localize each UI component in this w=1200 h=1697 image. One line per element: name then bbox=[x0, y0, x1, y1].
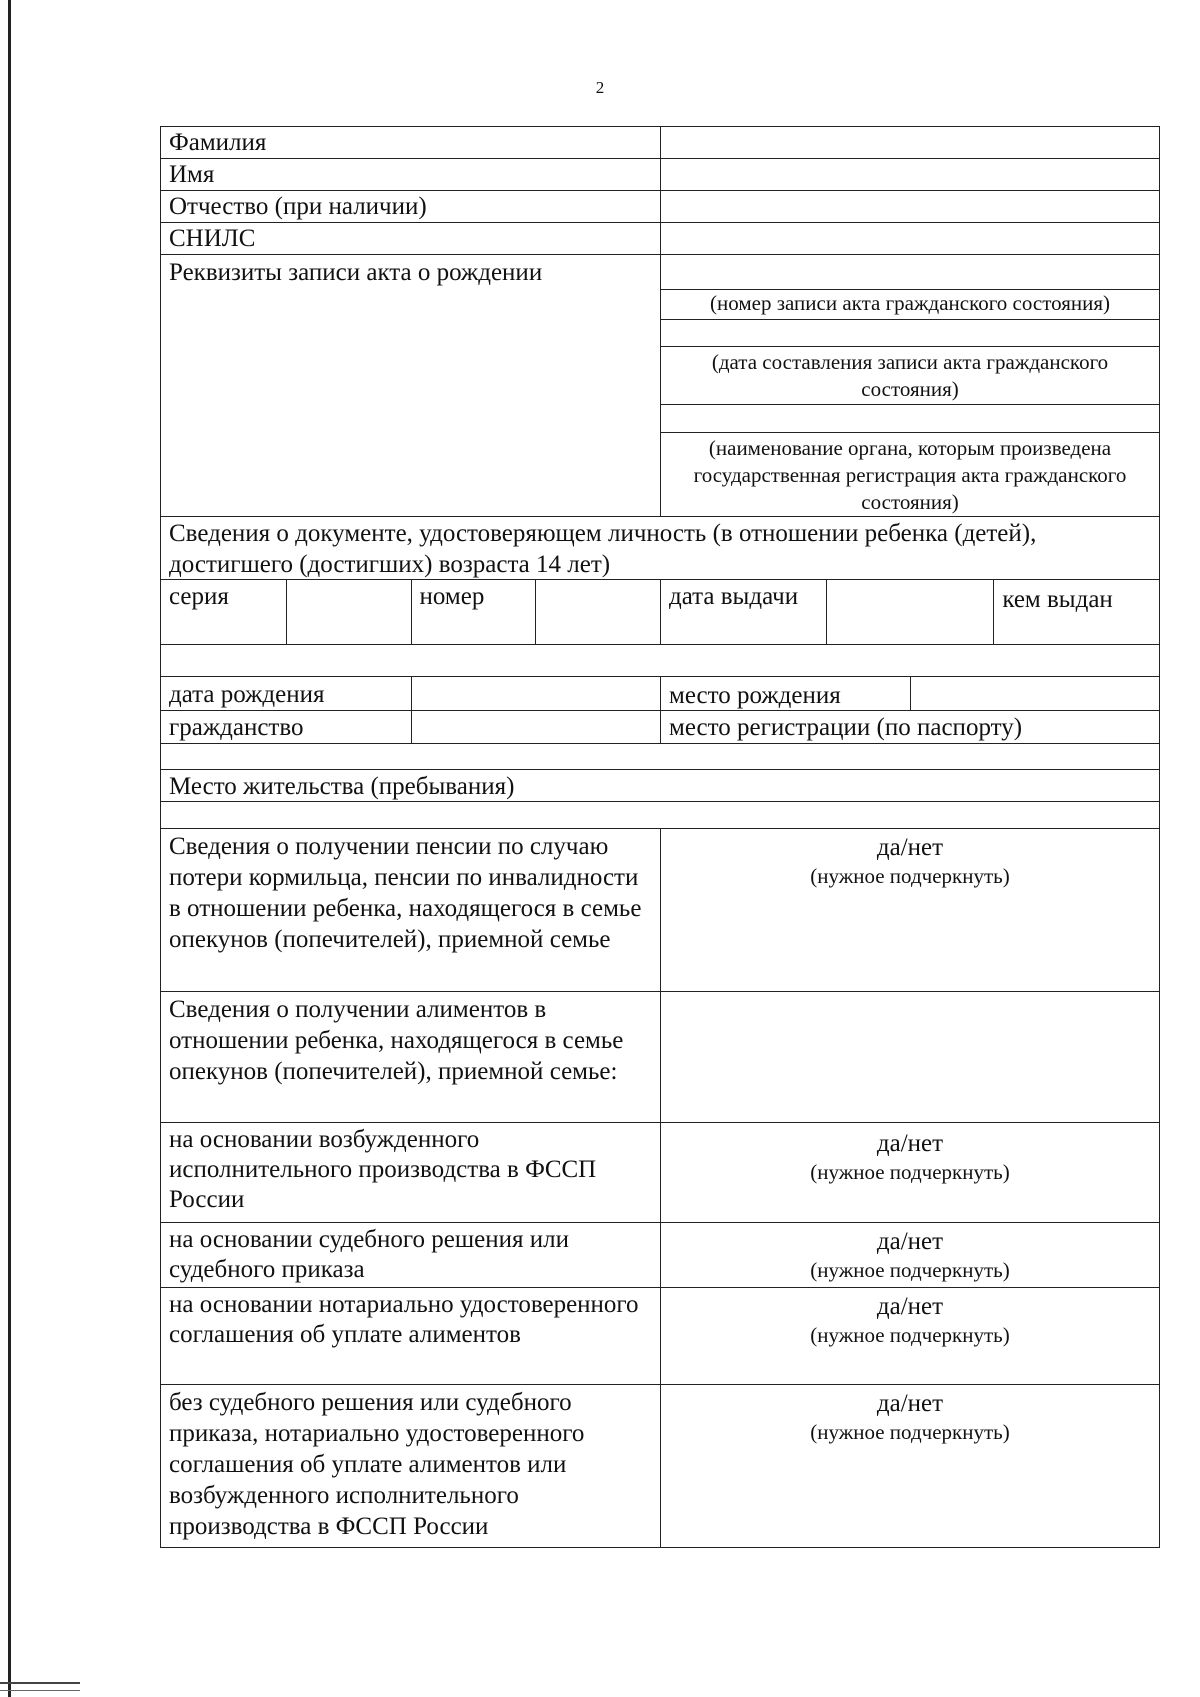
yes-no-value: да/нет bbox=[876, 1293, 944, 1320]
input-birth-date[interactable] bbox=[411, 677, 661, 710]
label-doc-number: номер bbox=[411, 580, 536, 644]
row-residence bbox=[160, 770, 1160, 802]
alimony-none-yes-no[interactable] bbox=[660, 1385, 1159, 1547]
label-patronymic: Отчество (при наличии) bbox=[169, 193, 427, 220]
yes-no-hint: (нужное подчеркнуть) bbox=[810, 864, 1010, 888]
yes-no-hint: (нужное подчеркнуть) bbox=[810, 1323, 1010, 1347]
page-number: 2 bbox=[595, 78, 605, 97]
yes-no-hint: (нужное подчеркнуть) bbox=[810, 1160, 1010, 1184]
label-alimony-fssp: на основании возбужденного исполнительного производства в ФССП России bbox=[169, 1126, 597, 1213]
input-patronymic[interactable] bbox=[660, 191, 1159, 222]
yes-no-value: да/нет bbox=[876, 834, 944, 861]
label-birth-record: Реквизиты записи акта о рождении bbox=[169, 259, 543, 286]
label-pension: Сведения о получении пенсии по случаю потери кормильца, пенсии по инвалидности в отношении ребенка, находящегося в семье опекунов (попечителей), приемной семье bbox=[169, 833, 642, 953]
alimony-court-yes-no[interactable] bbox=[660, 1223, 1159, 1287]
input-doc-number[interactable] bbox=[535, 580, 660, 644]
input-record-date[interactable] bbox=[661, 319, 1159, 346]
label-residence: Место жительства (пребывания) bbox=[169, 773, 515, 800]
label-registration: место регистрации (по паспорту) bbox=[660, 711, 1159, 743]
label-series: серия bbox=[169, 583, 229, 610]
label-birth-date: дата рождения bbox=[169, 681, 325, 708]
yes-no-value: да/нет bbox=[876, 1228, 944, 1255]
row-patronymic bbox=[160, 191, 1160, 223]
input-birth-place[interactable] bbox=[910, 677, 1160, 710]
hint-record-authority: (наименование органа, которым произведена государственная регистрация акта гражданского состояния) bbox=[661, 432, 1159, 516]
yes-no-hint: (нужное подчеркнуть) bbox=[810, 1420, 1010, 1444]
yes-no-hint: (нужное подчеркнуть) bbox=[810, 1258, 1010, 1282]
row-id-document-fields bbox=[160, 580, 1160, 645]
birth-record-block bbox=[660, 255, 1159, 516]
row-name bbox=[160, 159, 1160, 191]
label-name: Имя bbox=[169, 161, 215, 188]
label-citizenship: гражданство bbox=[169, 714, 304, 741]
row-snils bbox=[160, 223, 1160, 255]
input-registration[interactable] bbox=[161, 744, 1159, 769]
input-citizenship[interactable] bbox=[411, 711, 661, 743]
label-surname: Фамилия bbox=[169, 129, 267, 156]
label-alimony-notary: на основании нотариально удостоверенного соглашения об уплате алиментов bbox=[169, 1291, 639, 1348]
label-alimony: Сведения о получении алиментов в отношении ребенка, находящегося в семье опекунов (попечителей), приемной семье: bbox=[169, 996, 624, 1085]
id-document-heading: Сведения о документе, удостоверяющем личность (в отношении ребенка (детей), достигшего (достигших) возраста 14 лет) bbox=[169, 520, 1037, 578]
label-birth-place: место рождения bbox=[660, 677, 910, 710]
input-record-authority[interactable] bbox=[661, 404, 1159, 432]
input-residence[interactable] bbox=[161, 802, 1159, 828]
alimony-empty bbox=[660, 992, 1159, 1122]
scan-edge-line bbox=[8, 0, 11, 1697]
yes-no-value: да/нет bbox=[876, 1390, 944, 1417]
input-surname[interactable] bbox=[660, 127, 1159, 158]
row-issued-by-value bbox=[160, 645, 1160, 677]
row-alimony-heading bbox=[160, 992, 1160, 1123]
row-pension bbox=[160, 829, 1160, 992]
input-issue-date[interactable] bbox=[826, 580, 994, 644]
row-alimony-notary bbox=[160, 1288, 1160, 1385]
row-citizenship bbox=[160, 711, 1160, 744]
input-snils[interactable] bbox=[660, 223, 1159, 254]
row-id-document-heading bbox=[160, 517, 1160, 580]
label-issue-date: дата выдачи bbox=[660, 580, 826, 644]
row-birth-record bbox=[160, 255, 1160, 517]
scan-mark bbox=[0, 1682, 80, 1684]
input-name[interactable] bbox=[660, 159, 1159, 190]
row-birth bbox=[160, 677, 1160, 711]
input-series[interactable] bbox=[286, 580, 411, 644]
hint-record-number: (номер записи акта гражданского состояния) bbox=[661, 289, 1159, 318]
label-alimony-none: без судебного решения или судебного приказа, нотариально удостоверенного соглашения об уплате алиментов или возбужденного исполнительного производства в ФССП России bbox=[169, 1389, 585, 1540]
label-alimony-court: на основании судебного решения или судебного приказа bbox=[169, 1226, 569, 1283]
alimony-fssp-yes-no[interactable] bbox=[660, 1123, 1159, 1222]
label-snils: СНИЛС bbox=[169, 225, 256, 252]
row-alimony-fssp bbox=[160, 1123, 1160, 1223]
hint-record-date: (дата составления записи акта гражданского состояния) bbox=[661, 346, 1159, 404]
row-registration-value bbox=[160, 744, 1160, 770]
application-form bbox=[160, 126, 1160, 1548]
pension-yes-no[interactable] bbox=[660, 829, 1159, 991]
scan-mark bbox=[0, 1690, 80, 1691]
row-alimony-court bbox=[160, 1223, 1160, 1288]
row-surname bbox=[160, 126, 1160, 159]
alimony-notary-yes-no[interactable] bbox=[660, 1288, 1159, 1384]
label-issued-by: кем выдан bbox=[993, 580, 1159, 644]
yes-no-value: да/нет bbox=[876, 1130, 944, 1157]
row-residence-value bbox=[160, 802, 1160, 829]
row-alimony-none bbox=[160, 1385, 1160, 1548]
input-issued-by[interactable] bbox=[161, 645, 1159, 676]
input-record-number[interactable] bbox=[661, 255, 1159, 289]
